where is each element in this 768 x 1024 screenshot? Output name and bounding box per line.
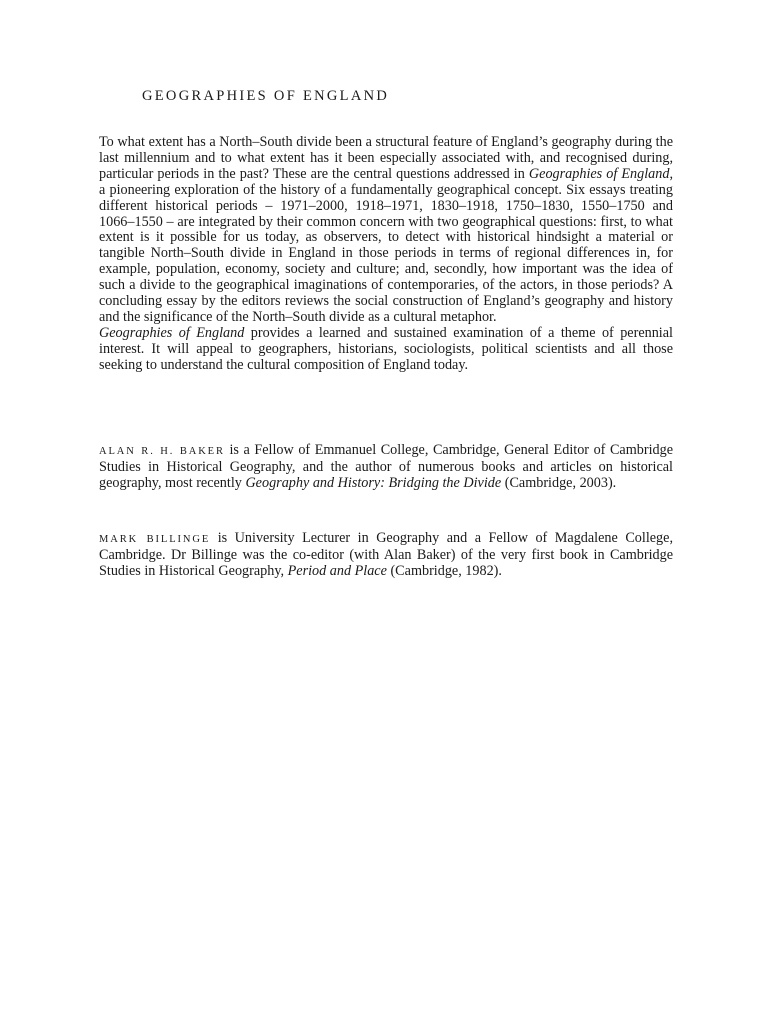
author-name: MARK BILLINGE: [99, 534, 211, 546]
book-title: GEOGRAPHIES OF ENGLAND: [142, 88, 390, 104]
description-text: , a pioneering exploration of the history of a fundamentally geographical concept. Six essays treating different historical periods – 1971–2000, 1918–1971, 1830–1918, 1750–1830, 1550–1750 and 1066–1550 – are integrated by their common concern with two geographical questions: first, to what extent is it possible for us today, as observers, to detect with historical hindsight a material or tangible North–South divide in England in those periods in terms of regional differences in, for example, population, economy, society and culture; and, secondly, how important was the idea of such a divide to the geographical imaginations of contemporaries, of the actors, in those periods? A concluding essay by the editors reviews the social construction of England’s geography and history and the significance of the North–South divide as a cultural metaphor.: [99, 165, 673, 325]
bio-text: (Cambridge, 2003).: [501, 475, 617, 491]
author-bio-baker: [99, 443, 673, 492]
description-text: provides a learned and sustained examination of a theme of perennial interest. It will appeal to geographers, historians, sociologists, political scientists and all those seeking to understand the cultural composition of England today.: [99, 324, 673, 373]
bio-text: is University Lecturer in Geography and a Fellow of Magdalene College, Cambridge. Dr Billinge was the co-editor (with Alan Baker) of the very first book in Cambridge Studies in Historical Geography,: [99, 530, 673, 579]
book-title-italic: Geographies of England: [528, 165, 670, 182]
bio-book-title: Period and Place: [287, 563, 387, 579]
author-bio-billinge: [99, 531, 673, 580]
bio-book-title: Geography and History: Bridging the Divide: [245, 475, 502, 491]
description-paragraph-1: [99, 135, 673, 326]
book-title-italic: Geographies of England: [99, 324, 245, 341]
description-paragraph-2: [99, 326, 673, 374]
bio-text: (Cambridge, 1982).: [386, 563, 502, 579]
description-text: To what extent has a North–South divide been a structural feature of England’s geography during the last millennium and to what extent has it been especially associated with, and recognised during, particular periods in the past? These are the central questions addressed in: [99, 134, 673, 182]
author-name: ALAN R. H. BAKER: [99, 446, 225, 458]
bio-text: is a Fellow of Emmanuel College, Cambridge, General Editor of Cambridge Studies in Historical Geography, and the author of numerous books and articles on historical geography, most recently: [99, 442, 673, 491]
book-description: [99, 135, 673, 374]
